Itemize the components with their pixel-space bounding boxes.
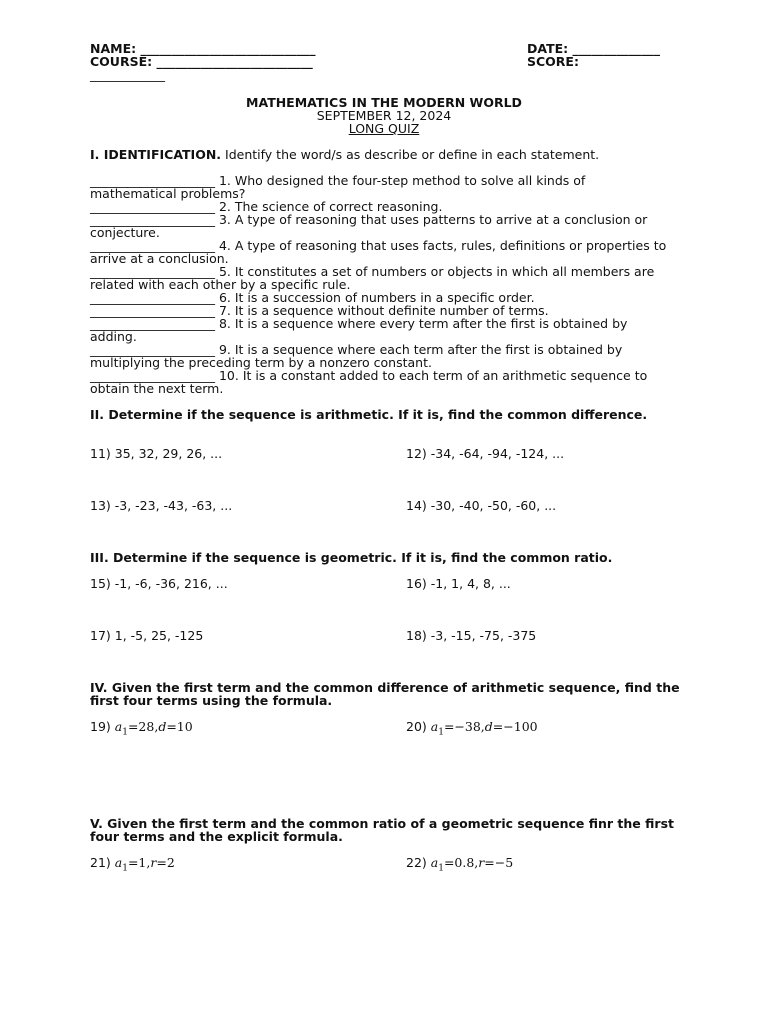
identification-item-4: ____________________ 4. A type of reasoning that uses facts, rules, definitions or properties to arrive at a conclusion. bbox=[90, 238, 667, 266]
identification-item-6: ____________________ 6. It is a succession of numbers in a specific order. bbox=[90, 290, 535, 305]
problem-12: 12) -34, -64, -94, -124, ... bbox=[406, 446, 565, 461]
section1-heading: I. IDENTIFICATION. bbox=[90, 147, 222, 162]
problem-19-formula bbox=[114, 719, 193, 738]
section2-heading: II. Determine if the sequence is arithmetic. If it is, find the common difference. bbox=[90, 407, 648, 422]
problem-21-sub: 1 bbox=[122, 863, 128, 874]
name-field: NAME: ____________________________ bbox=[90, 41, 316, 56]
problem-21 bbox=[90, 856, 175, 876]
problem-21-var: r bbox=[150, 855, 157, 870]
quiz-type bbox=[0, 122, 768, 135]
problem-19-a: a bbox=[114, 719, 123, 734]
section1-instruction: Identify the word/s as describe or define in each statement. bbox=[221, 147, 600, 162]
problem-19 bbox=[90, 720, 193, 740]
problem-20-var: d bbox=[484, 719, 493, 734]
section1-header bbox=[90, 148, 680, 161]
problem-20-eq1: =−38, bbox=[443, 719, 485, 734]
problem-20-formula bbox=[430, 719, 538, 738]
problem-16: 16) -1, 1, 4, 8, ... bbox=[406, 576, 511, 591]
score-field: SCORE: bbox=[527, 54, 579, 69]
problem-20 bbox=[406, 720, 538, 740]
problem-22-a: a bbox=[430, 855, 439, 870]
problem-21-eq2: =2 bbox=[156, 855, 175, 870]
problem-15: 15) -1, -6, -36, 216, ... bbox=[90, 576, 228, 591]
identification-item-8: ____________________ 8. It is a sequence where every term after the first is obtained by adding. bbox=[90, 316, 628, 344]
identification-list bbox=[90, 174, 670, 395]
problem-22-formula bbox=[430, 855, 514, 874]
quiz-title: MATHEMATICS IN THE MODERN WORLD bbox=[246, 95, 522, 110]
problem-22-eq1: =0.8, bbox=[443, 855, 479, 870]
problem-21-number: 21) bbox=[90, 855, 115, 870]
date-field: DATE: ______________ bbox=[527, 41, 660, 56]
section4-heading: IV. Given the first term and the common difference of arithmetic sequence, find the first four terms using the formula. bbox=[90, 680, 680, 708]
problem-20-a: a bbox=[430, 719, 439, 734]
problem-19-var: d bbox=[158, 719, 167, 734]
problem-22-eq2: =−5 bbox=[484, 855, 514, 870]
problem-19-number: 19) bbox=[90, 719, 115, 734]
problem-22 bbox=[406, 856, 513, 876]
problem-14: 14) -30, -40, -50, -60, ... bbox=[406, 498, 557, 513]
problem-19-sub: 1 bbox=[122, 727, 128, 738]
problem-21-eq1: =1, bbox=[127, 855, 151, 870]
problem-19-eq2: =10 bbox=[166, 719, 193, 734]
score-line: ____________ bbox=[90, 67, 165, 82]
problem-13: 13) -3, -23, -43, -63, ... bbox=[90, 498, 233, 513]
identification-item-7: ____________________ 7. It is a sequence without definite number of terms. bbox=[90, 303, 549, 318]
identification-item-2: ____________________ 2. The science of correct reasoning. bbox=[90, 199, 443, 214]
identification-item-5: ____________________ 5. It constitutes a set of numbers or objects in which all members are related with each other by a specific rule. bbox=[90, 264, 655, 292]
identification-item-1: ____________________ 1. Who designed the four-step method to solve all kinds of mathematical problems? bbox=[90, 173, 586, 201]
problem-22-var: r bbox=[478, 855, 485, 870]
problem-22-sub: 1 bbox=[438, 863, 444, 874]
problem-22-number: 22) bbox=[406, 855, 431, 870]
problem-20-number: 20) bbox=[406, 719, 431, 734]
course-field: COURSE: _________________________ bbox=[90, 54, 313, 69]
quiz-date: SEPTEMBER 12, 2024 bbox=[316, 108, 452, 123]
identification-item-9: ____________________ 9. It is a sequence where each term after the first is obtained by multiplying the preceding term by a nonzero constant. bbox=[90, 342, 623, 370]
problem-11: 11) 35, 32, 29, 26, ... bbox=[90, 446, 223, 461]
section5-heading: V. Given the first term and the common ratio of a geometric sequence finr the first four terms and the explicit formula. bbox=[90, 816, 674, 844]
identification-item-3: ____________________ 3. A type of reasoning that uses patterns to arrive at a conclusion or conjecture. bbox=[90, 212, 648, 240]
section3-heading: III. Determine if the sequence is geometric. If it is, find the common ratio. bbox=[90, 550, 613, 565]
quiz-type-text: LONG QUIZ bbox=[348, 121, 420, 136]
problem-17: 17) 1, -5, 25, -125 bbox=[90, 628, 204, 643]
problem-21-formula bbox=[114, 855, 175, 874]
problem-19-eq1: =28, bbox=[127, 719, 159, 734]
problem-18: 18) -3, -15, -75, -375 bbox=[406, 628, 537, 643]
problem-21-a: a bbox=[114, 855, 123, 870]
problem-20-eq2: =−100 bbox=[492, 719, 538, 734]
problem-20-sub: 1 bbox=[438, 727, 444, 738]
identification-item-10: ____________________ 10. It is a constant added to each term of an arithmetic sequence to obtain the next term. bbox=[90, 368, 648, 396]
